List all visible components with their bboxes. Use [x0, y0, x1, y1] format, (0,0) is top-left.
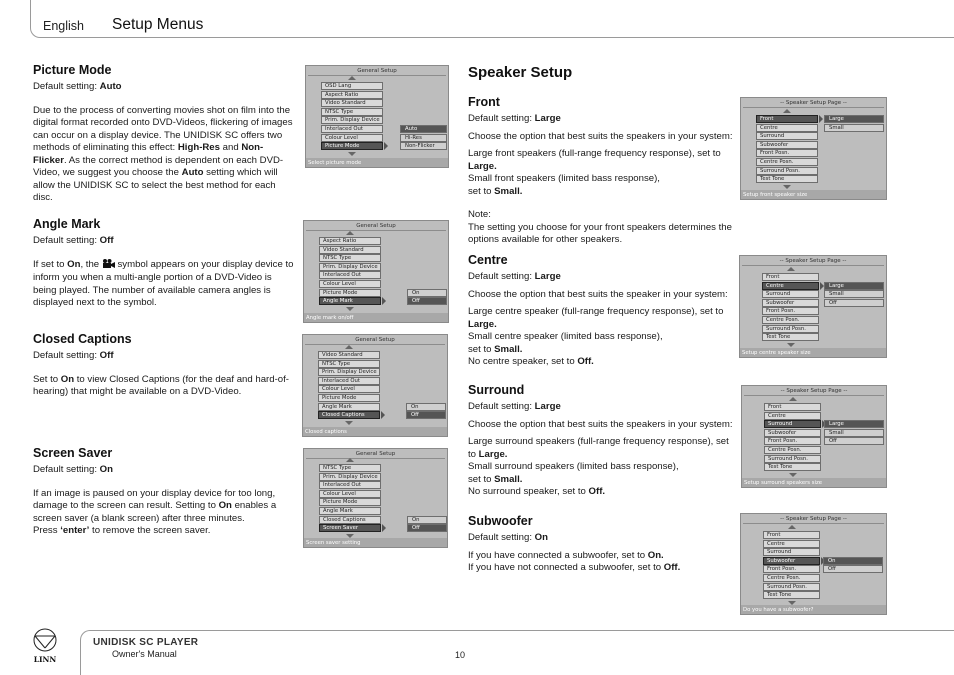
osd-closed-captions — [302, 334, 448, 437]
footer-rule — [80, 630, 954, 675]
osd-footer-text: Do you have a subwoofer? — [743, 607, 814, 613]
osd-menu-item: OSD Lang — [321, 82, 383, 90]
page-number: 10 — [455, 650, 466, 660]
osd-menu-item: Aspect Ratio — [321, 91, 383, 99]
osd-menu-item: Prim. Display Device — [321, 116, 383, 124]
scroll-down-icon — [789, 473, 797, 477]
angle-mark-section — [33, 217, 295, 310]
osd-menu-item: Angle Mark — [319, 507, 381, 515]
osd-menu-item: Front — [756, 115, 818, 123]
osd-title-rule — [305, 344, 445, 345]
osd-menu-item: Centre — [756, 124, 818, 132]
osd-footer-text: Screen saver setting — [306, 540, 361, 546]
osd-menu-item: Surround Posn. — [756, 167, 818, 175]
osd-menu-item: Prim. Display Device — [319, 263, 381, 271]
closed-captions-section — [33, 332, 295, 399]
osd-menu-item: Interlaced Out — [319, 271, 381, 279]
surround-small: Small surround speakers (limited bass response), — [468, 461, 679, 472]
osd-menu-item: Front Posn. — [763, 565, 820, 573]
submenu-arrow-icon — [382, 297, 386, 305]
picture-mode-body: Due to the process of converting movies shot on film into the digital format recorded onto DVD-Videos, flickering of images can occur on a display device. The UNIDISK SC offers two methods of eliminating this effect: High-Res and Non-Flicker. As the correct method is dependent on each DVD-Video, we suggest you choose the Auto setting which will allow the UNIDISK SC to select the best method for each disc. — [33, 104, 293, 203]
osd-option: Off — [407, 297, 447, 305]
subwoofer-heading: Subwoofer — [468, 514, 533, 528]
osd-menu-item: Front Posn. — [764, 437, 821, 445]
osd-menu-item: Picture Mode — [318, 394, 380, 402]
subwoofer-default: Default setting: On — [468, 532, 548, 543]
linn-logo — [32, 628, 58, 664]
osd-menu-item: Centre Posn. — [763, 574, 820, 582]
osd-footer-text: Closed captions — [305, 429, 347, 435]
osd-front — [740, 97, 887, 200]
osd-option: Off — [824, 437, 884, 445]
osd-menu-item: Test Tone — [756, 175, 818, 183]
scroll-up-icon — [346, 231, 354, 235]
osd-menu-item: Subwoofer — [756, 141, 818, 149]
angle-mark-heading: Angle Mark — [33, 217, 101, 231]
osd-title: -- Speaker Setup Page -- — [780, 516, 847, 522]
osd-footer-text: Angle mark on/off — [306, 315, 354, 321]
submenu-arrow-icon — [382, 524, 386, 532]
osd-subwoofer — [740, 513, 887, 615]
front-large: Large front speakers (full-range frequency response), set to Large. — [468, 148, 721, 172]
surround-default: Default setting: Large — [468, 401, 561, 412]
osd-option: Small — [824, 290, 884, 298]
osd-menu-item: Interlaced Out — [318, 377, 380, 385]
scroll-down-icon — [787, 343, 795, 347]
front-note: The setting you choose for your front speakers determines the options available for other speakers. — [468, 221, 732, 245]
subwoofer-off: If you have not connected a subwoofer, set to Off. — [468, 562, 681, 573]
osd-menu-item: Picture Mode — [319, 289, 381, 297]
footer-brand: UNIDISK SC PLAYER — [93, 637, 199, 648]
osd-menu-item: Front — [764, 403, 821, 411]
angle-mark-default: Default setting: Off — [33, 235, 114, 246]
osd-menu-item: NTSC Type — [319, 464, 381, 472]
osd-footer-text: Setup front speaker size — [743, 192, 808, 198]
subwoofer-section — [468, 514, 733, 575]
osd-option: On — [407, 289, 447, 297]
osd-menu-item: NTSC Type — [321, 108, 383, 116]
osd-title: General Setup — [356, 223, 396, 229]
header-language: English — [43, 19, 84, 33]
osd-menu-item: Colour Level — [319, 280, 381, 288]
osd-title-rule — [743, 107, 884, 108]
centre-none: No centre speaker, set to Off. — [468, 356, 594, 367]
page-title: Setup Menus — [112, 16, 204, 33]
osd-title-rule — [306, 458, 445, 459]
front-heading: Front — [468, 95, 500, 109]
osd-menu-item: Subwoofer — [763, 557, 820, 565]
footer-manual: Owner's Manual — [112, 649, 177, 659]
osd-menu-item: Centre — [764, 412, 821, 420]
linn-logo-text: LINN — [33, 655, 57, 664]
osd-option: Large — [824, 115, 884, 123]
osd-menu-item: Closed Captions — [318, 411, 380, 419]
submenu-arrow-icon — [381, 411, 385, 419]
osd-menu-item: Surround — [764, 420, 821, 428]
osd-screen-saver — [303, 448, 448, 548]
centre-section — [468, 253, 733, 369]
centre-choose: Choose the option that best suits the speaker in your system: — [468, 288, 728, 300]
osd-option: Auto — [400, 125, 447, 133]
osd-menu-item: Video Standard — [318, 351, 380, 359]
scroll-up-icon — [787, 267, 795, 271]
front-choose: Choose the option that best suits the speakers in your system: — [468, 130, 733, 142]
scroll-down-icon — [348, 152, 356, 156]
osd-menu-item: Video Standard — [319, 246, 381, 254]
osd-option: Off — [824, 299, 884, 307]
osd-option: On — [406, 403, 446, 411]
osd-option: Small — [824, 124, 884, 132]
scroll-up-icon — [789, 397, 797, 401]
osd-title: General Setup — [357, 68, 397, 74]
osd-menu-item: Screen Saver — [319, 524, 381, 532]
osd-title: -- Speaker Setup Page -- — [779, 258, 847, 264]
osd-option: Hi-Res — [400, 134, 447, 142]
surround-small-set: set to Small. — [468, 473, 523, 485]
osd-menu-item: Colour Level — [318, 385, 380, 393]
osd-surround — [741, 385, 887, 488]
osd-menu-item: Test Tone — [762, 333, 819, 341]
osd-footer-text: Setup surround speakers size — [744, 480, 823, 486]
scroll-down-icon — [346, 307, 354, 311]
osd-option: Large — [824, 282, 884, 290]
front-small: Small front speakers (limited bass response), — [468, 173, 660, 184]
osd-menu-item: Subwoofer — [762, 299, 819, 307]
osd-menu-item: Picture Mode — [321, 142, 383, 150]
osd-menu-item: Surround Posn. — [762, 325, 819, 333]
surround-choose: Choose the option that best suits the speakers in your system: — [468, 418, 733, 430]
osd-menu-item: Prim. Display Device — [319, 473, 381, 481]
osd-menu-item: NTSC Type — [319, 254, 381, 262]
osd-menu-item: Subwoofer — [764, 429, 821, 437]
picture-mode-section — [33, 63, 295, 205]
osd-menu-item: Colour Level — [321, 134, 383, 142]
osd-menu-item: Closed Captions — [319, 516, 381, 524]
scroll-up-icon — [346, 458, 354, 462]
screen-saver-body: If an image is paused on your display device for too long, damage to the screen can result. Setting to On enables a screen saver (a blank screen) after three minutes. — [33, 487, 277, 524]
osd-menu-item: Front Posn. — [762, 307, 819, 315]
centre-heading: Centre — [468, 253, 508, 267]
osd-title-rule — [743, 523, 884, 524]
osd-title-rule — [744, 395, 884, 396]
front-section — [468, 95, 733, 247]
osd-option: On — [823, 557, 883, 565]
centre-large: Large centre speaker (full-range frequency response), set to Large. — [468, 306, 724, 330]
surround-none: No surround speaker, set to Off. — [468, 486, 606, 497]
surround-large: Large surround speakers (full-range frequency response), set to Large. — [468, 436, 729, 460]
centre-small-set: set to Small. — [468, 343, 523, 355]
osd-menu-item: Surround — [756, 132, 818, 140]
osd-menu-item: Video Standard — [321, 99, 383, 107]
closed-captions-default: Default setting: Off — [33, 350, 114, 361]
osd-menu-item: Centre Posn. — [762, 316, 819, 324]
screen-saver-default: Default setting: On — [33, 464, 113, 475]
osd-picture-mode — [305, 65, 449, 168]
osd-menu-item: Front — [762, 273, 819, 281]
osd-title: General Setup — [355, 337, 395, 343]
osd-menu-item: Centre Posn. — [756, 158, 818, 166]
osd-menu-item: Surround Posn. — [763, 583, 820, 591]
osd-menu-item: Centre — [763, 540, 820, 548]
osd-option: Large — [824, 420, 884, 428]
centre-default: Default setting: Large — [468, 271, 561, 282]
osd-menu-item: Surround — [762, 290, 819, 298]
osd-menu-item: Picture Mode — [319, 498, 381, 506]
osd-menu-item: Angle Mark — [318, 403, 380, 411]
subwoofer-on: If you have connected a subwoofer, set to On. — [468, 549, 664, 561]
angle-mark-body: If set to On, the symbol appears on your display device to inform you when a multi-angle portion of a DVD-Video is being played. The number of available camera angles is displayed next to the symbol. — [33, 258, 294, 308]
osd-option: Off — [823, 565, 883, 573]
front-small-set: set to Small. — [468, 185, 523, 197]
closed-captions-heading: Closed Captions — [33, 332, 132, 346]
speaker-setup-title-block — [468, 64, 733, 81]
osd-option: On — [407, 516, 447, 524]
osd-menu-item: Colour Level — [319, 490, 381, 498]
centre-small: Small centre speaker (limited bass response), — [468, 331, 663, 342]
osd-footer-text: Select picture mode — [308, 160, 362, 166]
osd-menu-item: Front Posn. — [756, 149, 818, 157]
osd-menu-item: Prim. Display Device — [318, 368, 380, 376]
osd-menu-item: Aspect Ratio — [319, 237, 381, 245]
scroll-down-icon — [345, 421, 353, 425]
osd-menu-item: Angle Mark — [319, 297, 381, 305]
osd-option: Non-Flicker — [400, 142, 447, 150]
camera-icon — [102, 259, 115, 273]
submenu-arrow-icon — [819, 115, 823, 123]
speaker-setup-heading: Speaker Setup — [468, 64, 573, 81]
osd-title-rule — [742, 265, 884, 266]
osd-menu-item: Test Tone — [763, 591, 820, 599]
front-default: Default setting: Large — [468, 113, 561, 124]
osd-menu-item: Centre — [762, 282, 819, 290]
osd-menu-item: Test Tone — [764, 463, 821, 471]
screen-saver-heading: Screen Saver — [33, 446, 113, 460]
surround-heading: Surround — [468, 383, 525, 397]
closed-captions-body: Set to On to view Closed Captions (for the deaf and hard-of-hearing) that might be available on a DVD-Video. — [33, 373, 289, 397]
osd-option: Off — [406, 411, 446, 419]
osd-menu-item: Interlaced Out — [321, 125, 383, 133]
osd-angle-mark — [303, 220, 449, 323]
osd-footer-text: Setup centre speaker size — [742, 350, 811, 356]
osd-title: -- Speaker Setup Page -- — [780, 388, 848, 394]
osd-centre — [739, 255, 887, 358]
scroll-down-icon — [783, 185, 791, 189]
picture-mode-heading: Picture Mode — [33, 63, 112, 77]
osd-menu-item: Front — [763, 531, 820, 539]
screen-saver-body-2: Press ‘enter’ to remove the screen saver. — [33, 525, 211, 536]
picture-mode-default: Default setting: Auto — [33, 81, 122, 92]
osd-title: General Setup — [355, 451, 396, 457]
front-note-label: Note: — [468, 209, 491, 220]
scroll-up-icon — [345, 345, 353, 349]
osd-option: Off — [407, 524, 447, 532]
screen-saver-section — [33, 446, 295, 538]
osd-title: -- Speaker Setup Page -- — [780, 100, 847, 106]
osd-menu-item: Interlaced Out — [319, 481, 381, 489]
osd-menu-item: Surround — [763, 548, 820, 556]
surround-section — [468, 383, 733, 499]
osd-menu-item: NTSC Type — [318, 360, 380, 368]
osd-title-rule — [308, 75, 446, 76]
submenu-arrow-icon — [384, 142, 388, 150]
osd-menu-item: Surround Posn. — [764, 455, 821, 463]
scroll-up-icon — [348, 76, 356, 80]
scroll-up-icon — [783, 109, 791, 113]
osd-menu-item: Centre Posn. — [764, 446, 821, 454]
osd-title-rule — [306, 230, 446, 231]
scroll-up-icon — [788, 525, 796, 529]
osd-option: Small — [824, 429, 884, 437]
